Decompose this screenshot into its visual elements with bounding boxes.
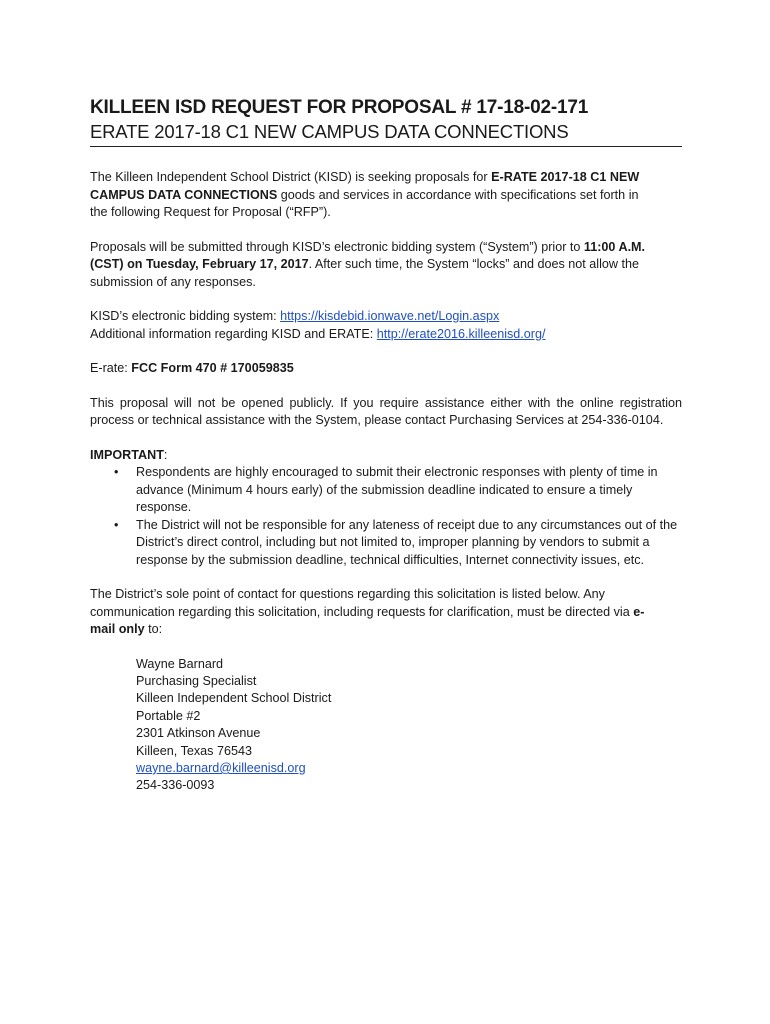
- important-heading: IMPORTANT:: [90, 447, 168, 462]
- contact-name: Wayne Barnard: [136, 656, 224, 671]
- document-page: [90, 96, 682, 795]
- bidding-system-link[interactable]: https://kisdebid.ionwave.net/Login.aspx: [280, 309, 500, 323]
- list-item: • The District will not be responsible for any lateness of receipt due to any circumstances out of the District’s direct control, including but not limited to, improper planning by vendors to submit a response by the submission deadline, technical difficulties, Internet connectivity issues, etc.: [114, 517, 678, 567]
- intro-paragraph: The Killeen Independent School District (KISD) is seeking proposals for E-RATE 2017-18 C1 NEW CAMPUS DATA CONNECTIONS goods and services in accordance with specifications set forth in the following Request for Proposal (“RFP”).: [90, 170, 640, 219]
- assistance-paragraph: This proposal will not be opened publicly. If you require assistance either with the online registration process or technical assistance with the System, please contact Purchasing Services at 254-336-0104.: [90, 395, 682, 427]
- contact-intro-paragraph: The District’s sole point of contact for questions regarding this solicitation is listed below. Any communication regarding this solicitation, including requests for clarification, must be directed via e-mail only to:: [90, 587, 645, 636]
- important-list: [90, 464, 682, 569]
- contact-block: [90, 656, 682, 795]
- contact-street: 2301 Atkinson Avenue: [136, 726, 261, 741]
- bullet-icon: •: [114, 517, 119, 532]
- list-item: • Respondents are highly encouraged to submit their electronic responses with plenty of time in advance (Minimum 4 hours early) of the submission deadline indicated to ensure a timely response.: [114, 465, 658, 514]
- contact-city: Killeen, Texas 76543: [136, 743, 252, 758]
- contact-phone: 254-336-0093: [136, 778, 215, 793]
- contact-building: Portable #2: [136, 708, 201, 723]
- contact-email-link[interactable]: wayne.barnard@killeenisd.org: [136, 760, 306, 775]
- contact-org: Killeen Independent School District: [136, 691, 332, 706]
- bidding-system-line: KISD’s electronic bidding system: https://kisdebid.ionwave.net/Login.aspx: [90, 309, 500, 323]
- bullet-icon: •: [114, 465, 119, 479]
- document-subtitle: ERATE 2017-18 C1 NEW CAMPUS DATA CONNECTIONS: [90, 120, 682, 147]
- erate-form-line: E-rate: FCC Form 470 # 170059835: [90, 361, 294, 375]
- document-title: KILLEEN ISD REQUEST FOR PROPOSAL # 17-18-02-171: [90, 97, 589, 118]
- erate-info-line: Additional information regarding KISD and ERATE: http://erate2016.killeenisd.org/: [90, 326, 546, 341]
- contact-role: Purchasing Specialist: [136, 673, 257, 688]
- erate-info-link[interactable]: http://erate2016.killeenisd.org/: [376, 326, 546, 341]
- submission-paragraph: Proposals will be submitted through KISD’s electronic bidding system (“System”) prior to 11:00 A.M. (CST) on Tuesday, February 17, 2017. After such time, the System “locks” and does not allow the submission of any responses.: [90, 239, 646, 289]
